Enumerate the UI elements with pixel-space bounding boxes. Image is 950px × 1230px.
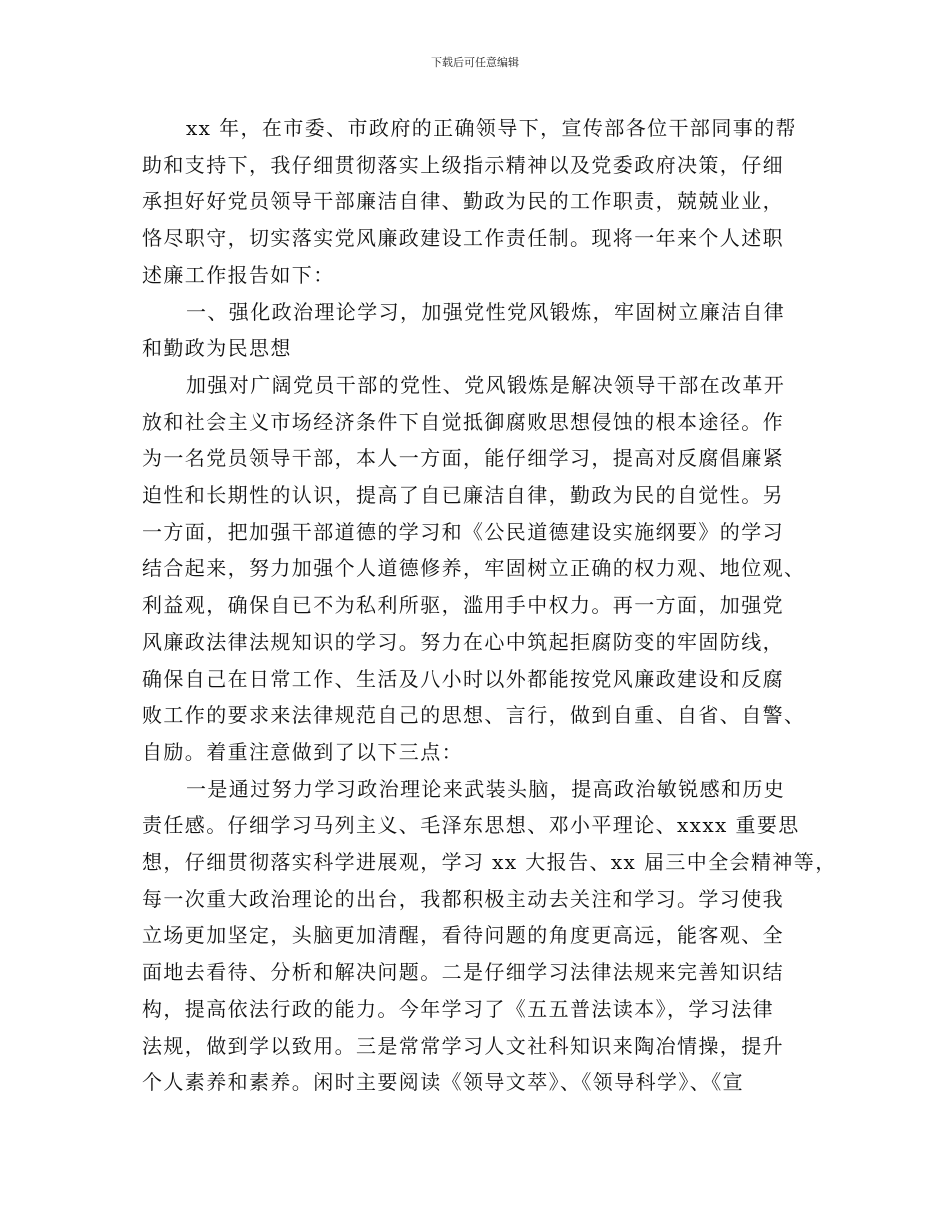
text-line: 结合起来，努力加强个人道德修养，牢固树立正确的权力观、地位观、: [142, 556, 806, 581]
document-body: [142, 110, 837, 1101]
text-line: 放和社会主义市场经济条件下自觉抵御腐败思想侵蚀的根本途径。作: [142, 409, 784, 434]
text-line: 助和支持下，我仔细贯彻落实上级指示精神以及党委政府决策，仔细: [142, 152, 784, 177]
text-line: 述廉工作报告如下：: [142, 262, 335, 287]
text-line: 利益观，确保自已不为私利所驱，滥用手中权力。再一方面，加强党: [142, 593, 784, 618]
text-line: 一方面，把加强干部道德的学习和《公民道德建设实施纲要》的学习: [142, 519, 784, 544]
text-line: 构，提高依法行政的能力。今年学习了《五五普法读本》，学习法律: [142, 996, 774, 1021]
text-line: 承担好好党员领导干部廉洁自律、勤政为民的工作职责，兢兢业业，: [142, 189, 784, 214]
text-line: 立场更加坚定，头脑更加清醒，看待问题的角度更高远，能客观、全: [142, 923, 784, 948]
text-line: 确保自己在日常工作、生活及八小时以外都能按党风廉政建设和反腐: [142, 666, 784, 691]
text-line: 法规，做到学以致用。三是常常学习人文社科知识来陶冶情操，提升: [142, 1033, 784, 1058]
text-line: 想，仔细贯彻落实科学进展观，学习 xx 大报告、xx 届三中全会精神等，: [142, 850, 837, 875]
text-line: 为一名党员领导干部，本人一方面，能仔细学习，提高对反腐倡廉紧: [142, 446, 784, 471]
text-line: xx 年，在市委、市政府的正确领导下，宣传部各位干部同事的帮: [186, 116, 797, 140]
text-line: 一是通过努力学习政治理论来武装头脑，提高政治敏锐感和历史: [186, 776, 786, 801]
text-line: 责任感。仔细学习马列主义、毛泽东思想、邓小平理论、xxxx 重要思: [142, 813, 800, 838]
text-line: 和勤政为民思想: [142, 336, 292, 361]
text-line: 败工作的要求来法律规范自己的思想、言行，做到自重、自省、自警、: [142, 703, 806, 728]
text-line: 每一次重大政治理论的出台，我都积极主动去关注和学习。学习使我: [142, 886, 784, 911]
text-line: 风廉政法律法规知识的学习。努力在心中筑起拒腐防变的牢固防线，: [142, 629, 784, 654]
text-line: 恪尽职守，切实落实党风廉政建设工作责任制。现将一年来个人述职: [142, 226, 784, 251]
page-header: 下载后可任意编辑: [431, 56, 519, 69]
text-line: 个人素养和素养。闲时主要阅读《领导文萃》、《领导科学》、《宣: [142, 1070, 744, 1095]
text-line: 自励。着重注意做到了以下三点：: [142, 739, 463, 764]
text-line: 一、强化政治理论学习，加强党性党风锻炼，牢固树立廉洁自律: [186, 299, 786, 324]
text-line: 面地去看待、分析和解决问题。二是仔细学习法律法规来完善知识结: [142, 960, 784, 985]
text-line: 加强对广阔党员干部的党性、党风锻炼是解决领导干部在改革开: [186, 372, 786, 397]
text-line: 迫性和长期性的认识，提高了自已廉洁自律，勤政为民的自觉性。另: [142, 483, 784, 508]
